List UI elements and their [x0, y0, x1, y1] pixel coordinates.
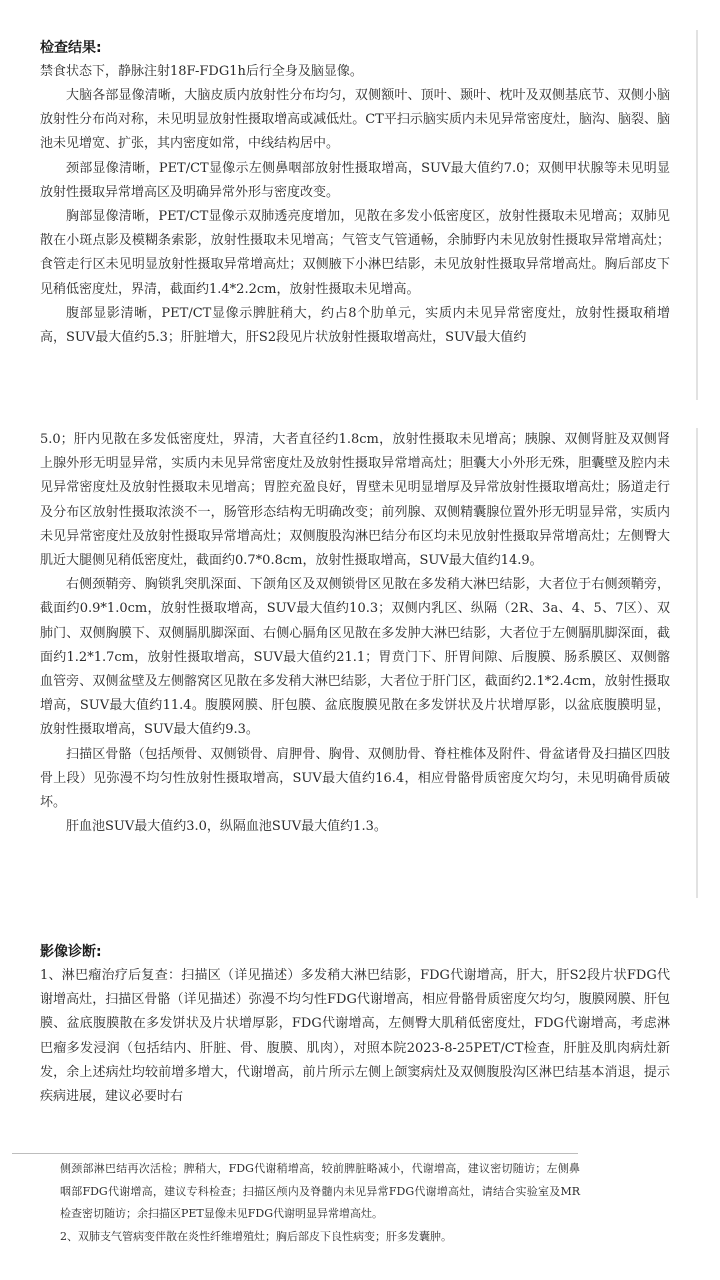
exam-results-heading: 检查结果:	[40, 40, 102, 56]
page-edge-shadow	[696, 428, 698, 898]
diagnosis-item-1: 1、淋巴瘤治疗后复查：扫描区（详见描述）多发稍大淋巴结影，FDG代谢增高，肝大，肝S2段片状FDG代谢增高灶，扫描区骨骼（详见描述）弥漫不均匀性FDG代谢增高，相应骨骼骨质密度欠均匀，腹膜网膜、肝包膜、盆底腹膜散在多发饼状及片状增厚影，FDG代谢增高，左侧臀大肌稍低密度灶，FDG代谢增高，考虑淋巴瘤多发浸润（包括结内、肝脏、骨、腹膜、肌肉），对照本院2023-8-25PET/CT检查，肝脏及肌肉病灶新发，余上述病灶均较前增多增大，代谢增高，前片所示左侧上颌窦病灶及双侧腹股沟区淋巴结基本消退，提示疾病进展，建议必要时右	[40, 968, 670, 1105]
diagnosis-continuation-snippet	[60, 1158, 580, 1248]
exam-intro: 禁食状态下，静脉注射18F-FDG1h后行全身及脑显像。	[40, 64, 363, 79]
neck-paragraph: 颈部显像清晰，PET/CT显像示左侧鼻咽部放射性摄取增高，SUV最大值约7.0；双侧甲状腺等未见明显放射性摄取异常增高区及明确异常外形与密度改变。	[40, 160, 670, 200]
exam-results-continued	[40, 428, 670, 839]
exam-results-section	[40, 36, 670, 350]
abdomen-paragraph-part1: 腹部显影清晰，PET/CT显像示脾脏稍大，约占8个肋单元，实质内未见异常密度灶，放射性摄取稍增高，SUV最大值约5.3；肝脏增大，肝S2段见片状放射性摄取增高灶，SUV最大值约	[40, 305, 670, 346]
diagnosis-item-1-continued: 侧颈部淋巴结再次活检；脾稍大，FDG代谢稍增高，较前脾脏略减小，代谢增高，建议密切随访；左侧鼻咽部FDG代谢增高，建议专科检查；扫描区颅内及脊髓内未见异常FDG代谢增高灶，请结合实验室及MR检查密切随访；余扫描区PET显像未见FDG代谢明显异常增高灶。	[60, 1162, 580, 1220]
abdomen-paragraph-part2: 5.0；肝内见散在多发低密度灶，界清，大者直径约1.8cm，放射性摄取未见增高；胰腺、双侧肾脏及双侧肾上腺外形无明显异常，实质内未见异常密度灶及放射性摄取异常增高灶；胆囊大小外形无殊，胆囊壁及腔内未见异常密度灶及放射性摄取未见增高；胃腔充盈良好，胃壁未见明显增厚及异常放射性摄取增高灶；肠道走行及分布区放射性摄取浓淡不一，肠管形态结构无明确改变；前列腺、双侧精囊腺位置外形无明显异常，实质内未见异常密度灶及放射性摄取异常增高灶；双侧腹股沟淋巴结分布区均未见放射性摄取异常增高灶；左侧臀大肌近大腿侧见稍低密度灶，截面约0.7*0.8cm，放射性摄取增高，SUV最大值约14.9。	[40, 432, 670, 569]
lymph-node-paragraph: 右侧颈鞘旁、胸锁乳突肌深面、下颌角区及双侧锁骨区见散在多发稍大淋巴结影，大者位于右侧颈鞘旁，截面约0.9*1.0cm，放射性摄取增高，SUV最大值约10.3；双侧内乳区、纵隔（2R、3a、4、5、7区）、双肺门、双侧胸膜下、双侧膈肌脚深面、右侧心膈角区见散在多发肿大淋巴结影，大者位于左侧膈肌脚深面，截面约1.2*1.7cm，放射性摄取增高，SUV最大值约21.1；胃贲门下、肝胃间隙、后腹膜、肠系膜区、双侧髂血管旁、双侧盆壁及左侧髂窝区见散在多发稍大淋巴结影，大者位于肝门区，截面约2.1*2.4cm，放射性摄取增高，SUV最大值约11.4。腹膜网膜、肝包膜、盆底腹膜见散在多发饼状及片状增厚影，以盆底腹膜明显，放射性摄取增高，SUV最大值约9.3。	[40, 577, 670, 738]
diagnosis-heading: 影像诊断:	[40, 944, 102, 960]
chest-paragraph: 胸部显像清晰，PET/CT显像示双肺透亮度增加，见散在多发小低密度区，放射性摄取未见增高；双肺见散在小斑点影及模糊条索影，放射性摄取未见增高；气管支气管通畅，余肺野内未见放射性摄取异常增高灶；食管走行区未见明显放射性摄取异常增高灶；双侧腋下小淋巴结影，未见放射性摄取异常增高灶。胸后部皮下见稍低密度灶，界清，截面约1.4*2.2cm，放射性摄取未见增高。	[40, 209, 670, 297]
blood-pool-paragraph: 肝血池SUV最大值约3.0，纵隔血池SUV最大值约1.3。	[66, 819, 387, 835]
diagnosis-item-2: 2、双肺支气管病变伴散在炎性纤维增殖灶；胸后部皮下良性病变；肝多发囊肿。	[60, 1229, 452, 1243]
page-divider	[12, 1153, 578, 1154]
bone-paragraph: 扫描区骨骼（包括颅骨、双侧锁骨、肩胛骨、胸骨、双侧肋骨、脊柱椎体及附件、骨盆诸骨及扫描区四肢骨上段）见弥漫不均匀性放射性摄取增高，SUV最大值约16.4，相应骨骼骨质密度欠均匀，未见明确骨质破坏。	[40, 746, 670, 811]
diagnosis-section	[40, 940, 670, 1109]
page-edge-shadow	[696, 30, 698, 400]
brain-paragraph: 大脑各部显像清晰，大脑皮质内放射性分布均匀，双侧额叶、顶叶、颞叶、枕叶及双侧基底节、双侧小脑放射性分布尚对称，未见明显放射性摄取增高或减低灶。CT平扫示脑实质内未见异常密度灶，脑沟、脑裂、脑池未见增宽、扩张，其内密度如常，中线结构居中。	[40, 88, 670, 152]
